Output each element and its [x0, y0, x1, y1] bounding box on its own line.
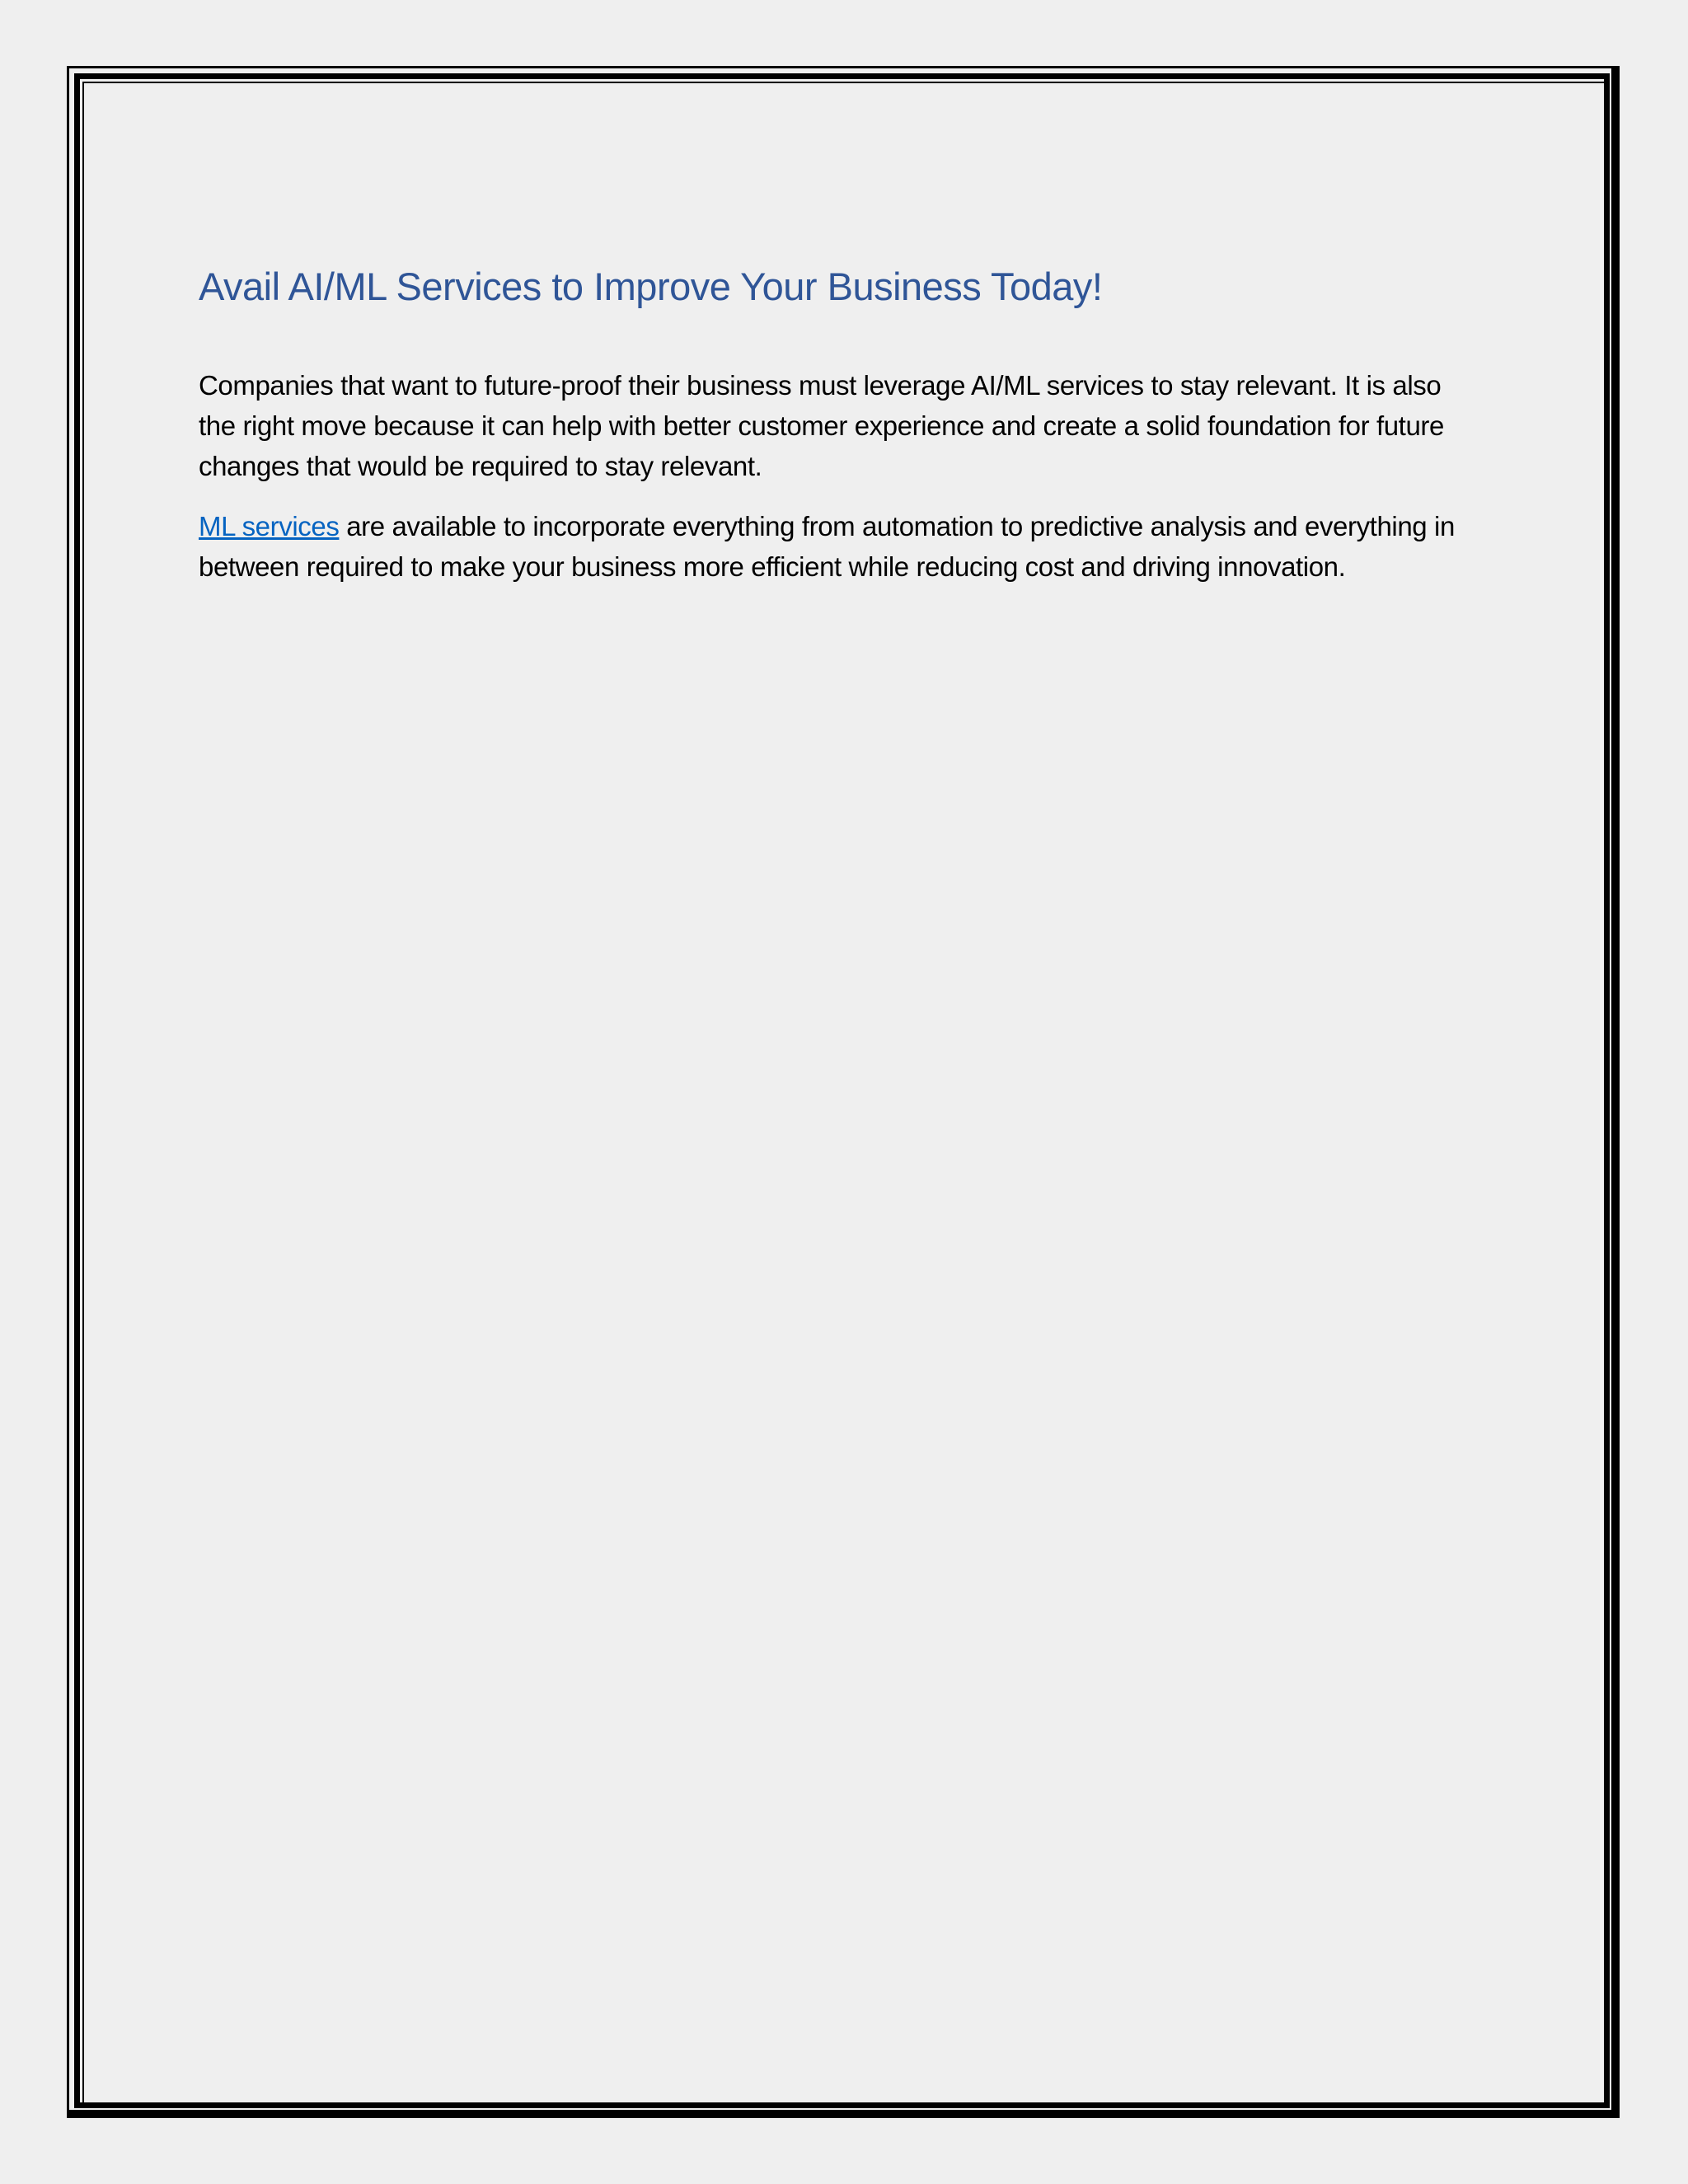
document-body: [199, 262, 1484, 587]
paragraph-intro: Companies that want to future-proof their business must leverage AI/ML services to stay relevant. It is also the right move because it can help with better customer experience and create a solid foundation for future changes that would be required to stay relevant.: [199, 370, 1444, 481]
paragraph-ml-services-text: are available to incorporate everything from automation to predictive analysis and everything in between required to make your business more efficient while reducing cost and driving innovation.: [199, 511, 1455, 582]
ml-services-link[interactable]: ML services: [199, 511, 340, 541]
document-title: Avail AI/ML Services to Improve Your Business Today!: [199, 265, 1103, 308]
paragraph-ml-services: [199, 506, 1484, 587]
